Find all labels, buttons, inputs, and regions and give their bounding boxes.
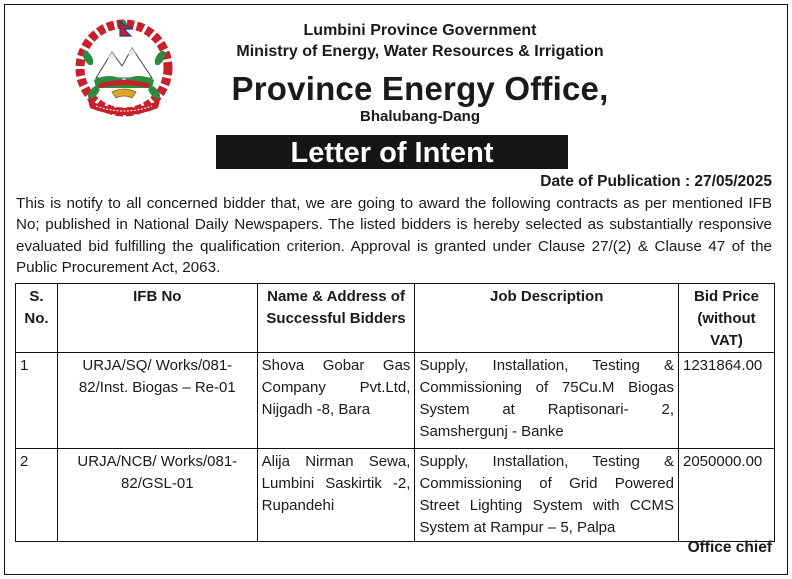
table-row bbox=[16, 449, 775, 542]
awards-table bbox=[15, 283, 775, 542]
notice-title: Letter of Intent bbox=[216, 135, 568, 169]
cell-bid: 2050000.00 bbox=[679, 449, 775, 542]
nepal-emblem-icon bbox=[74, 18, 174, 118]
cell-sn: 1 bbox=[16, 353, 58, 449]
cell-sn: 2 bbox=[16, 449, 58, 542]
cell-bidder: Alija Nirman Sewa, Lumbini Saskirtik -2, Rupandehi bbox=[257, 449, 415, 542]
table-row bbox=[16, 353, 775, 449]
publication-date-value: 27/05/2025 bbox=[694, 173, 772, 190]
publication-date-label: Date of Publication : bbox=[540, 173, 691, 190]
office-name: Province Energy Office, bbox=[231, 70, 609, 107]
table-header-row bbox=[16, 284, 775, 353]
cell-ifb: URJA/SQ/ Works/081-82/Inst. Biogas – Re-01 bbox=[57, 353, 257, 449]
publication-date bbox=[540, 173, 772, 191]
col-header-sn: S. No. bbox=[16, 284, 58, 353]
office-location: Bhalubang-Dang bbox=[360, 108, 480, 125]
cell-job: Supply, Installation, Testing & Commissioning of Grid Powered Street Lighting System with CCMS System at Rampur – 5, Palpa bbox=[415, 449, 679, 542]
government-name: Lumbini Province Government bbox=[303, 22, 537, 39]
intro-paragraph: This is notify to all concerned bidder that, we are going to award the following contracts as per mentioned IFB No; published in National Daily Newspapers. The listed bidders is hereby selected as substantially responsive evaluated bid fulfilling the qualification criterion. Approval is granted under Clause 27/(2) & Clause 47 of the Public Procurement Act, 2063. bbox=[16, 195, 772, 276]
col-header-bidder: Name & Address of Successful Bidders bbox=[257, 284, 415, 353]
col-header-ifb: IFB No bbox=[57, 284, 257, 353]
col-header-bid: Bid Price (without VAT) bbox=[679, 284, 775, 353]
cell-bid: 1231864.00 bbox=[679, 353, 775, 449]
cell-bidder: Shova Gobar Gas Company Pvt.Ltd, Nijgadh -8, Bara bbox=[257, 353, 415, 449]
col-header-job: Job Description bbox=[415, 284, 679, 353]
cell-job: Supply, Installation, Testing & Commissioning of 75Cu.M Biogas System at Raptisonari- 2, Samshergunj - Banke bbox=[415, 353, 679, 449]
ministry-name: Ministry of Energy, Water Resources & Irrigation bbox=[236, 43, 604, 60]
signatory: Office chief bbox=[687, 539, 772, 556]
cell-ifb: URJA/NCB/ Works/081-82/GSL-01 bbox=[57, 449, 257, 542]
